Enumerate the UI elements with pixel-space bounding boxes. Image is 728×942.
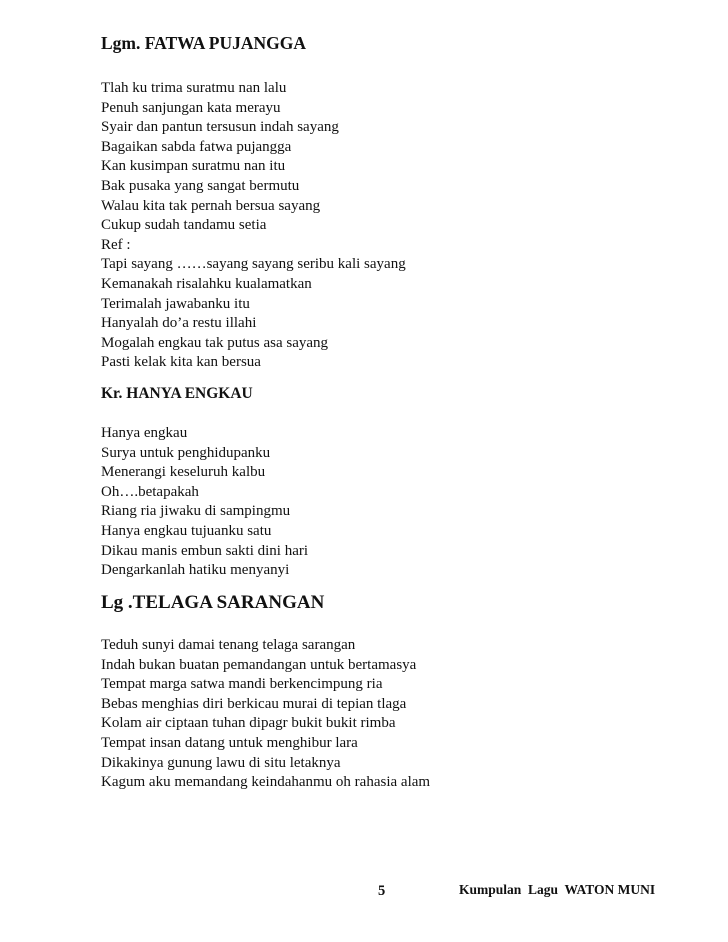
lyric-line: Menerangi keseluruh kalbu — [101, 464, 266, 481]
lyric-line: Walau kita tak pernah bersua sayang — [101, 197, 321, 214]
lyric-line: Tempat insan datang untuk menghibur lara — [101, 734, 358, 751]
song-lyrics-hanya-engkau — [101, 424, 308, 581]
lyric-line: Dengarkanlah hatiku menyanyi — [101, 562, 290, 579]
lyric-line: Tlah ku trima suratmu nan lalu — [101, 80, 287, 96]
lyric-line: Tempat marga satwa mandi berkencimpung ria — [101, 676, 383, 693]
lyric-line: Penuh sanjungan kata merayu — [101, 99, 281, 116]
lyric-line: Bak pusaka yang sangat bermutu — [101, 177, 300, 194]
lyric-line: Mogalah engkau tak putus asa sayang — [101, 334, 329, 351]
lyric-line: Oh….betapakah — [101, 483, 199, 500]
lyric-line: Tapi sayang ……sayang sayang seribu kali sayang — [101, 256, 406, 273]
song-title-fatwa-pujangga: Lgm. FATWA PUJANGGA — [101, 33, 306, 53]
lyric-line: Teduh sunyi damai tenang telaga sarangan — [101, 637, 356, 653]
lyric-line: Syair dan pantun tersusun indah sayang — [101, 119, 339, 136]
refrain-label: Ref : — [101, 236, 131, 253]
song-title-hanya-engkau: Kr. HANYA ENGKAU — [101, 385, 253, 402]
lyric-line: Indah bukan buatan pemandangan untuk bertamasya — [101, 656, 417, 673]
lyric-line: Kagum aku memandang keindahanmu oh rahasia alam — [101, 774, 431, 791]
lyric-line: Bagaikan sabda fatwa pujangga — [101, 138, 292, 155]
lyric-line: Surya untuk penghidupanku — [101, 444, 271, 461]
lyric-line: Hanya engkau — [101, 425, 188, 441]
lyric-line: Cukup sudah tandamu setia — [101, 217, 267, 234]
lyric-line: Hanya engkau tujuanku satu — [101, 522, 272, 539]
lyric-line: Hanyalah do’a restu illahi — [101, 315, 257, 332]
lyric-line: Kolam air ciptaan tuhan dipagr bukit bukit rimba — [101, 715, 396, 732]
lyric-line: Pasti kelak kita kan bersua — [101, 354, 261, 371]
lyric-line: Dikau manis embun sakti dini hari — [101, 542, 309, 559]
song-lyrics-telaga-sarangan — [101, 636, 430, 793]
lyric-line: Bebas menghias diri berkicau murai di tepian tlaga — [101, 695, 407, 712]
lyric-line: Kan kusimpan suratmu nan itu — [101, 158, 286, 175]
lyric-line: Terimalah jawabanku itu — [101, 295, 250, 312]
lyric-line: Kemanakah risalahku kualamatkan — [101, 275, 312, 292]
song-lyrics-fatwa-pujangga — [101, 79, 406, 373]
lyric-line: Dikakinya gunung lawu di situ letaknya — [101, 754, 341, 771]
footer-book-title: Kumpulan Lagu WATON MUNI — [459, 882, 656, 897]
song-title-telaga-sarangan: Lg .TELAGA SARANGAN — [101, 592, 325, 613]
page-number: 5 — [378, 883, 386, 899]
lyric-line: Riang ria jiwaku di sampingmu — [101, 503, 291, 520]
